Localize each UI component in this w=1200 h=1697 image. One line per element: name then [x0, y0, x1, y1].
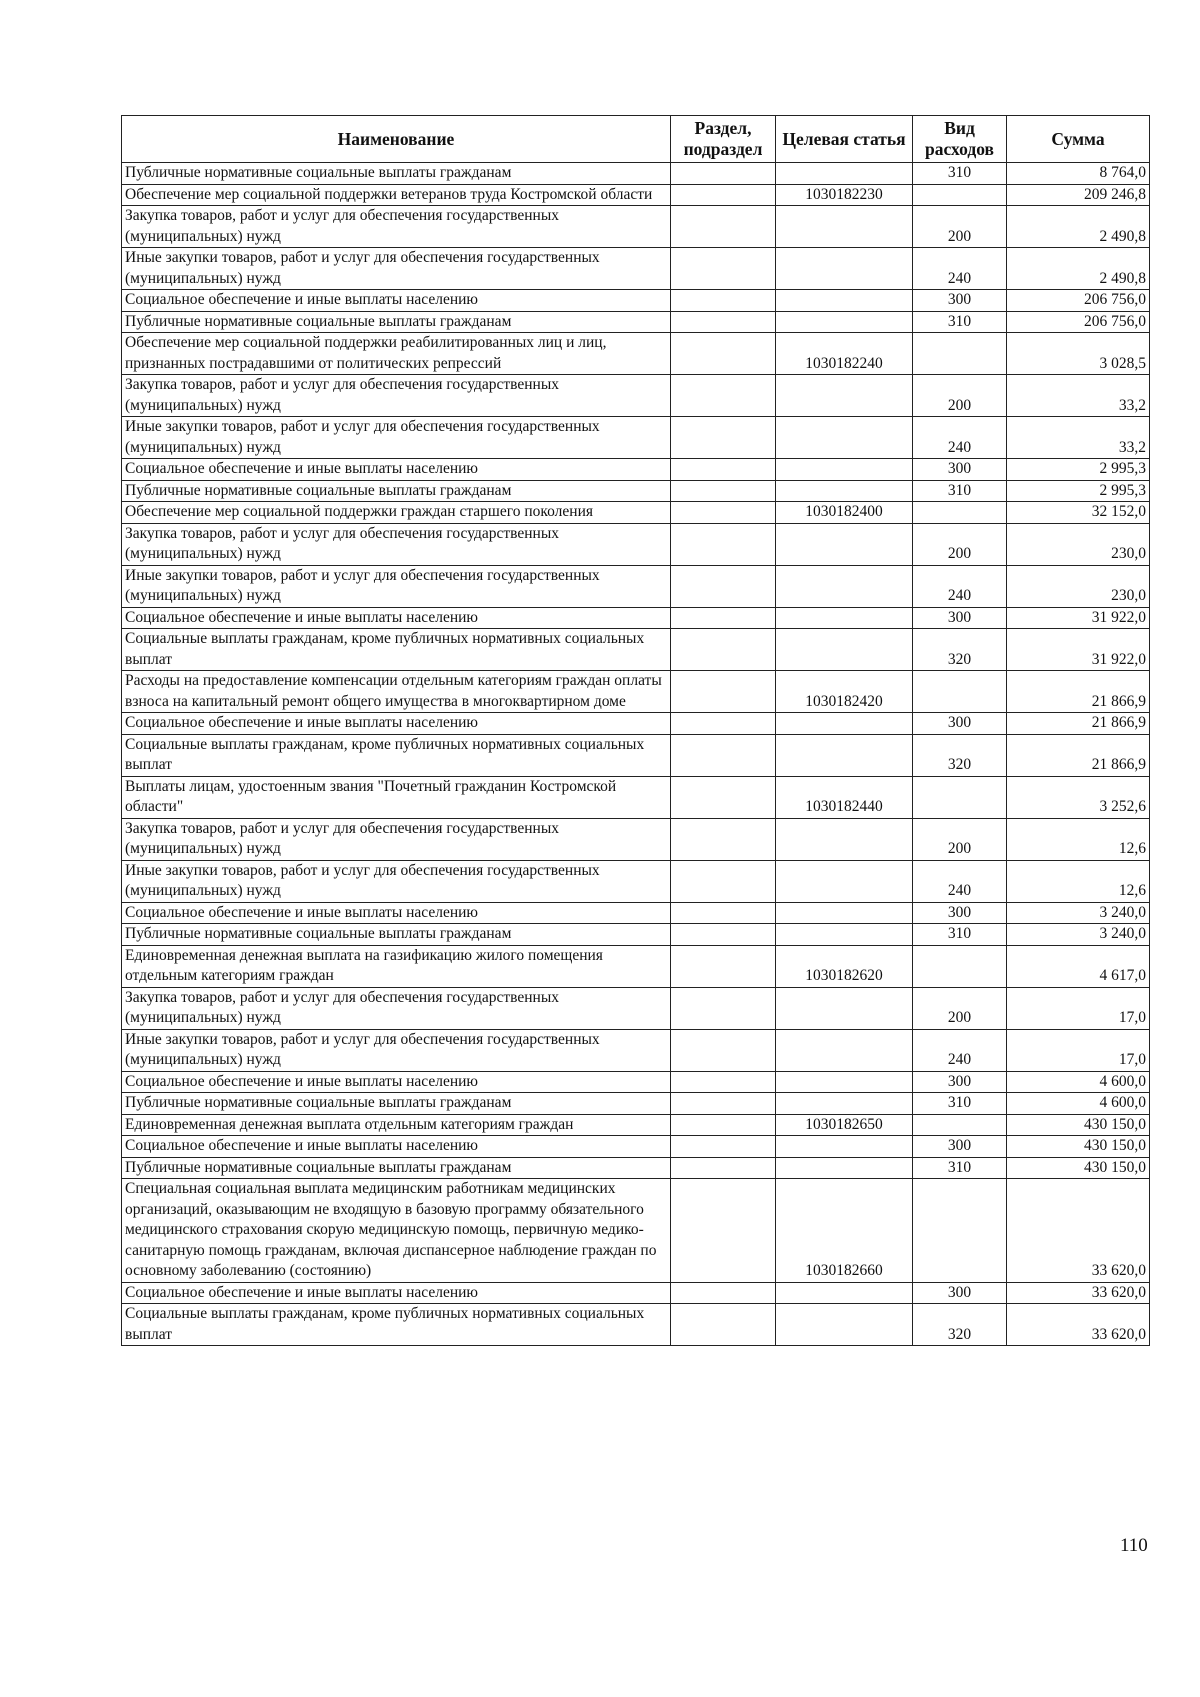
- cell-name: Обеспечение мер социальной поддержки ветеранов труда Костромской области: [122, 184, 671, 206]
- cell-section: [671, 1179, 776, 1283]
- cell-target: 1030182240: [776, 333, 913, 375]
- cell-target: [776, 734, 913, 776]
- table-row: [122, 671, 1150, 713]
- cell-name: Публичные нормативные социальные выплаты гражданам: [122, 311, 671, 333]
- cell-name: Социальное обеспечение и иные выплаты населению: [122, 1136, 671, 1158]
- cell-sum: 21 866,9: [1007, 713, 1150, 735]
- cell-section: [671, 713, 776, 735]
- cell-kind: 310: [913, 1157, 1007, 1179]
- cell-name: Закупка товаров, работ и услуг для обеспечения государственных (муниципальных) нужд: [122, 206, 671, 248]
- cell-sum: 33 620,0: [1007, 1179, 1150, 1283]
- cell-target: 1030182440: [776, 776, 913, 818]
- table-row: [122, 248, 1150, 290]
- cell-kind: [913, 776, 1007, 818]
- table-row: [122, 459, 1150, 481]
- cell-name: Социальное обеспечение и иные выплаты населению: [122, 1282, 671, 1304]
- cell-section: [671, 945, 776, 987]
- cell-kind: 300: [913, 1136, 1007, 1158]
- cell-section: [671, 480, 776, 502]
- cell-section: [671, 1029, 776, 1071]
- cell-sum: 2 995,3: [1007, 459, 1150, 481]
- cell-kind: [913, 1114, 1007, 1136]
- cell-target: [776, 1029, 913, 1071]
- cell-target: [776, 1093, 913, 1115]
- cell-section: [671, 1093, 776, 1115]
- cell-kind: 200: [913, 987, 1007, 1029]
- table-row: [122, 1282, 1150, 1304]
- cell-name: Публичные нормативные социальные выплаты гражданам: [122, 480, 671, 502]
- cell-target: [776, 375, 913, 417]
- cell-target: [776, 818, 913, 860]
- cell-section: [671, 987, 776, 1029]
- table-row: [122, 1114, 1150, 1136]
- cell-kind: 310: [913, 480, 1007, 502]
- cell-kind: 310: [913, 1093, 1007, 1115]
- cell-section: [671, 206, 776, 248]
- header-sum: Сумма: [1007, 116, 1150, 163]
- cell-section: [671, 417, 776, 459]
- cell-kind: 300: [913, 607, 1007, 629]
- cell-kind: 320: [913, 629, 1007, 671]
- table-row: [122, 311, 1150, 333]
- cell-target: [776, 607, 913, 629]
- table-row: [122, 1157, 1150, 1179]
- cell-name: Социальное обеспечение и иные выплаты населению: [122, 713, 671, 735]
- cell-name: Иные закупки товаров, работ и услуг для обеспечения государственных (муниципальных) нужд: [122, 417, 671, 459]
- cell-sum: 33 620,0: [1007, 1304, 1150, 1346]
- cell-target: [776, 1136, 913, 1158]
- cell-sum: 3 028,5: [1007, 333, 1150, 375]
- cell-name: Иные закупки товаров, работ и услуг для обеспечения государственных (муниципальных) нужд: [122, 1029, 671, 1071]
- table-row: [122, 987, 1150, 1029]
- cell-kind: 300: [913, 459, 1007, 481]
- cell-name: Социальное обеспечение и иные выплаты населению: [122, 902, 671, 924]
- cell-sum: 21 866,9: [1007, 734, 1150, 776]
- cell-kind: 240: [913, 565, 1007, 607]
- cell-sum: 31 922,0: [1007, 607, 1150, 629]
- cell-sum: 33,2: [1007, 417, 1150, 459]
- cell-target: 1030182400: [776, 502, 913, 524]
- cell-section: [671, 1282, 776, 1304]
- cell-kind: [913, 502, 1007, 524]
- cell-kind: [913, 945, 1007, 987]
- cell-sum: 3 240,0: [1007, 924, 1150, 946]
- cell-section: [671, 776, 776, 818]
- cell-section: [671, 502, 776, 524]
- budget-table: [121, 115, 1150, 1346]
- cell-sum: 2 490,8: [1007, 248, 1150, 290]
- cell-section: [671, 734, 776, 776]
- cell-sum: 3 252,6: [1007, 776, 1150, 818]
- cell-sum: 21 866,9: [1007, 671, 1150, 713]
- cell-kind: 300: [913, 1282, 1007, 1304]
- cell-kind: 240: [913, 417, 1007, 459]
- cell-sum: 209 246,8: [1007, 184, 1150, 206]
- cell-section: [671, 818, 776, 860]
- cell-section: [671, 924, 776, 946]
- cell-sum: 17,0: [1007, 987, 1150, 1029]
- cell-target: [776, 311, 913, 333]
- cell-section: [671, 163, 776, 185]
- cell-target: [776, 480, 913, 502]
- cell-name: Социальные выплаты гражданам, кроме публичных нормативных социальных выплат: [122, 734, 671, 776]
- cell-name: Обеспечение мер социальной поддержки граждан старшего поколения: [122, 502, 671, 524]
- cell-sum: 230,0: [1007, 523, 1150, 565]
- cell-name: Выплаты лицам, удостоенным звания "Почетный гражданин Костромской области": [122, 776, 671, 818]
- table-header-row: [122, 116, 1150, 163]
- cell-sum: 2 490,8: [1007, 206, 1150, 248]
- cell-section: [671, 1114, 776, 1136]
- table-row: [122, 163, 1150, 185]
- cell-kind: 310: [913, 163, 1007, 185]
- cell-kind: [913, 671, 1007, 713]
- cell-kind: 200: [913, 818, 1007, 860]
- cell-target: [776, 523, 913, 565]
- cell-target: [776, 565, 913, 607]
- cell-kind: 300: [913, 713, 1007, 735]
- cell-section: [671, 459, 776, 481]
- cell-section: [671, 248, 776, 290]
- cell-section: [671, 523, 776, 565]
- cell-target: [776, 290, 913, 312]
- table-row: [122, 333, 1150, 375]
- table-row: [122, 1093, 1150, 1115]
- table-row: [122, 565, 1150, 607]
- cell-target: [776, 713, 913, 735]
- cell-section: [671, 1136, 776, 1158]
- cell-kind: 200: [913, 523, 1007, 565]
- cell-section: [671, 629, 776, 671]
- cell-target: [776, 902, 913, 924]
- header-name: Наименование: [122, 116, 671, 163]
- cell-sum: 3 240,0: [1007, 902, 1150, 924]
- cell-sum: 33,2: [1007, 375, 1150, 417]
- cell-section: [671, 902, 776, 924]
- cell-name: Обеспечение мер социальной поддержки реабилитированных лиц и лиц, признанных пострадавшими от политических репрессий: [122, 333, 671, 375]
- cell-name: Иные закупки товаров, работ и услуг для обеспечения государственных (муниципальных) нужд: [122, 565, 671, 607]
- cell-kind: [913, 333, 1007, 375]
- table-row: [122, 1136, 1150, 1158]
- cell-sum: 2 995,3: [1007, 480, 1150, 502]
- cell-kind: 310: [913, 924, 1007, 946]
- cell-name: Социальное обеспечение и иные выплаты населению: [122, 459, 671, 481]
- cell-name: Единовременная денежная выплата на газификацию жилого помещения отдельным категориям граждан: [122, 945, 671, 987]
- table-row: [122, 1071, 1150, 1093]
- table-row: [122, 776, 1150, 818]
- cell-target: 1030182420: [776, 671, 913, 713]
- cell-name: Публичные нормативные социальные выплаты гражданам: [122, 163, 671, 185]
- cell-sum: 430 150,0: [1007, 1114, 1150, 1136]
- table-row: [122, 1304, 1150, 1346]
- cell-kind: 320: [913, 1304, 1007, 1346]
- cell-kind: 240: [913, 1029, 1007, 1071]
- cell-name: Публичные нормативные социальные выплаты гражданам: [122, 1157, 671, 1179]
- cell-target: [776, 1282, 913, 1304]
- cell-kind: 240: [913, 248, 1007, 290]
- table-row: [122, 629, 1150, 671]
- cell-kind: 240: [913, 860, 1007, 902]
- table-row: [122, 924, 1150, 946]
- cell-sum: 31 922,0: [1007, 629, 1150, 671]
- cell-name: Публичные нормативные социальные выплаты гражданам: [122, 1093, 671, 1115]
- cell-sum: 430 150,0: [1007, 1157, 1150, 1179]
- cell-section: [671, 1157, 776, 1179]
- table-row: [122, 417, 1150, 459]
- table-row: [122, 818, 1150, 860]
- cell-section: [671, 333, 776, 375]
- cell-target: [776, 924, 913, 946]
- cell-section: [671, 1071, 776, 1093]
- cell-target: [776, 1071, 913, 1093]
- table-row: [122, 480, 1150, 502]
- page-number: 110: [1120, 1535, 1148, 1556]
- cell-sum: 4 600,0: [1007, 1071, 1150, 1093]
- table-row: [122, 1029, 1150, 1071]
- cell-name: Иные закупки товаров, работ и услуг для обеспечения государственных (муниципальных) нужд: [122, 860, 671, 902]
- cell-name: Закупка товаров, работ и услуг для обеспечения государственных (муниципальных) нужд: [122, 987, 671, 1029]
- cell-section: [671, 311, 776, 333]
- cell-kind: 320: [913, 734, 1007, 776]
- cell-target: 1030182660: [776, 1179, 913, 1283]
- cell-sum: 230,0: [1007, 565, 1150, 607]
- cell-name: Социальное обеспечение и иные выплаты населению: [122, 290, 671, 312]
- table-row: [122, 184, 1150, 206]
- cell-kind: 300: [913, 902, 1007, 924]
- cell-sum: 12,6: [1007, 860, 1150, 902]
- cell-sum: 206 756,0: [1007, 311, 1150, 333]
- cell-name: Расходы на предоставление компенсации отдельным категориям граждан оплаты взноса на капитальный ремонт общего имущества в многоквартирном доме: [122, 671, 671, 713]
- table-row: [122, 290, 1150, 312]
- cell-target: [776, 206, 913, 248]
- cell-name: Закупка товаров, работ и услуг для обеспечения государственных (муниципальных) нужд: [122, 818, 671, 860]
- table-row: [122, 860, 1150, 902]
- table-row: [122, 945, 1150, 987]
- table-row: [122, 734, 1150, 776]
- cell-target: [776, 163, 913, 185]
- cell-target: 1030182230: [776, 184, 913, 206]
- cell-target: 1030182620: [776, 945, 913, 987]
- cell-target: [776, 459, 913, 481]
- cell-section: [671, 671, 776, 713]
- table-row: [122, 713, 1150, 735]
- cell-target: 1030182650: [776, 1114, 913, 1136]
- header-section: Раздел, подраздел: [671, 116, 776, 163]
- cell-kind: 300: [913, 290, 1007, 312]
- cell-target: [776, 987, 913, 1029]
- cell-name: Закупка товаров, работ и услуг для обеспечения государственных (муниципальных) нужд: [122, 375, 671, 417]
- header-target: Целевая статья: [776, 116, 913, 163]
- cell-sum: 8 764,0: [1007, 163, 1150, 185]
- cell-target: [776, 860, 913, 902]
- cell-kind: [913, 1179, 1007, 1283]
- cell-target: [776, 1304, 913, 1346]
- cell-target: [776, 417, 913, 459]
- table-row: [122, 523, 1150, 565]
- cell-kind: 310: [913, 311, 1007, 333]
- table-body: [122, 163, 1150, 1346]
- cell-name: Социальное обеспечение и иные выплаты населению: [122, 1071, 671, 1093]
- cell-kind: 300: [913, 1071, 1007, 1093]
- cell-section: [671, 860, 776, 902]
- cell-kind: 200: [913, 375, 1007, 417]
- table-row: [122, 902, 1150, 924]
- cell-kind: [913, 184, 1007, 206]
- cell-sum: 430 150,0: [1007, 1136, 1150, 1158]
- cell-name: Специальная социальная выплата медицинским работникам медицинских организаций, оказывающим не входящую в базовую программу обязательного медицинского страхования скорую медицинскую помощь, первичную медико-санитарную помощь гражданам, включая диспансерное наблюдение граждан по основному заболеванию (состоянию): [122, 1179, 671, 1283]
- table-row: [122, 1179, 1150, 1283]
- cell-section: [671, 1304, 776, 1346]
- cell-sum: 4 600,0: [1007, 1093, 1150, 1115]
- cell-section: [671, 607, 776, 629]
- table-row: [122, 502, 1150, 524]
- cell-sum: 4 617,0: [1007, 945, 1150, 987]
- cell-kind: 200: [913, 206, 1007, 248]
- cell-target: [776, 1157, 913, 1179]
- table-row: [122, 607, 1150, 629]
- table-row: [122, 375, 1150, 417]
- cell-name: Публичные нормативные социальные выплаты гражданам: [122, 924, 671, 946]
- cell-name: Социальное обеспечение и иные выплаты населению: [122, 607, 671, 629]
- cell-target: [776, 629, 913, 671]
- cell-section: [671, 565, 776, 607]
- cell-name: Закупка товаров, работ и услуг для обеспечения государственных (муниципальных) нужд: [122, 523, 671, 565]
- cell-sum: 32 152,0: [1007, 502, 1150, 524]
- cell-name: Социальные выплаты гражданам, кроме публичных нормативных социальных выплат: [122, 1304, 671, 1346]
- cell-section: [671, 184, 776, 206]
- header-kind: Вид расходов: [913, 116, 1007, 163]
- cell-section: [671, 290, 776, 312]
- cell-section: [671, 375, 776, 417]
- table-row: [122, 206, 1150, 248]
- cell-name: Социальные выплаты гражданам, кроме публичных нормативных социальных выплат: [122, 629, 671, 671]
- cell-sum: 33 620,0: [1007, 1282, 1150, 1304]
- cell-name: Иные закупки товаров, работ и услуг для обеспечения государственных (муниципальных) нужд: [122, 248, 671, 290]
- cell-name: Единовременная денежная выплата отдельным категориям граждан: [122, 1114, 671, 1136]
- cell-target: [776, 248, 913, 290]
- cell-sum: 12,6: [1007, 818, 1150, 860]
- cell-sum: 206 756,0: [1007, 290, 1150, 312]
- cell-sum: 17,0: [1007, 1029, 1150, 1071]
